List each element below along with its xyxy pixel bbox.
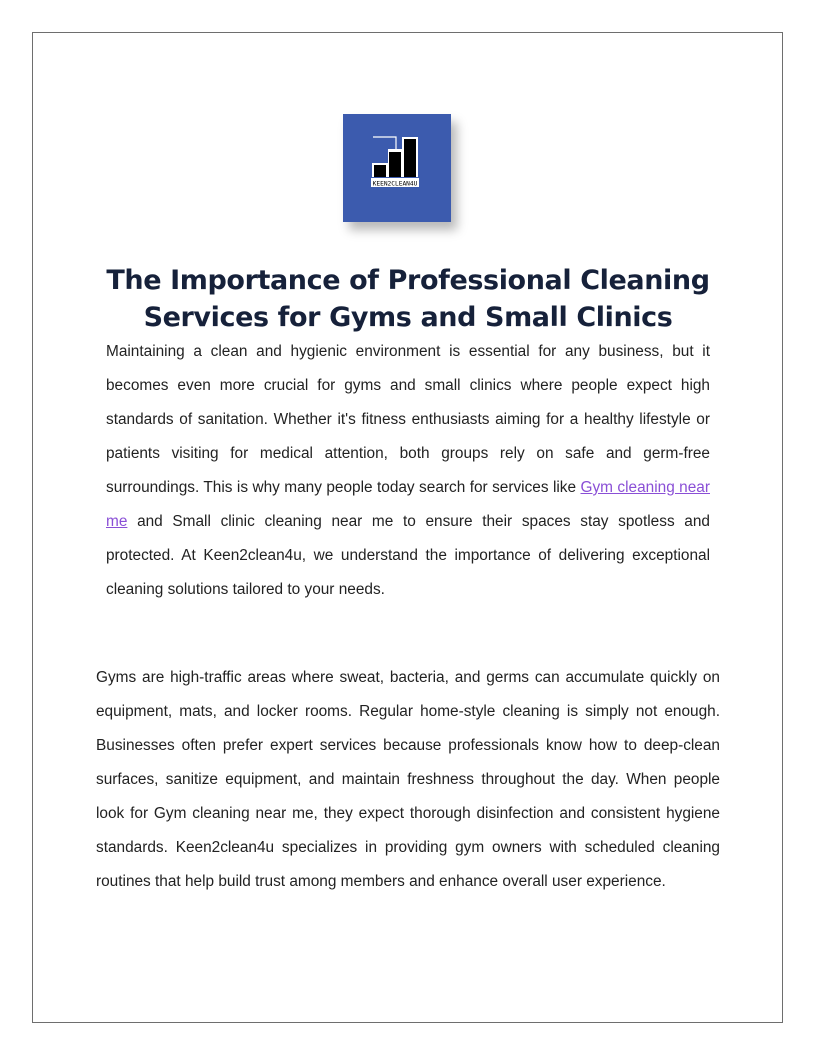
- logo-brand-text: KEEN2CLEAN4U: [372, 180, 418, 187]
- intro-text-end: and Small clinic cleaning near me to ensure their spaces stay spotless and protected. At Keen2clean4u, we understand the importance of delivering exceptional cleaning solutions tailored to your needs.: [106, 513, 710, 598]
- intro-paragraph: [106, 335, 710, 607]
- intro-text-start: Maintaining a clean and hygienic environment is essential for any business, but it becomes even more crucial for gyms and small clinics where people expect high standards of sanitation. Whether it's fitness enthusiasts aiming for a healthy lifestyle or patients visiting for medical attention, both groups rely on safe and germ-free surroundings. This is why many people today search for services like: [106, 343, 710, 496]
- bar-chart-logo-icon: [371, 135, 419, 187]
- company-logo: [343, 114, 451, 222]
- gym-cleaning-link[interactable]: Gym cleaning near me: [106, 479, 710, 530]
- gym-paragraph: Gyms are high-traffic areas where sweat, bacteria, and germs can accumulate quickly on equipment, mats, and locker rooms. Regular home-style cleaning is simply not enough. Businesses often prefer expert services because professionals know how to deep-clean surfaces, sanitize equipment, and maintain freshness throughout the day. When people look for Gym cleaning near me, they expect thorough disinfection and consistent hygiene standards. Keen2clean4u specializes in providing gym owners with scheduled cleaning routines that help build trust among members and enhance overall user experience.: [96, 669, 720, 890]
- article-title: The Importance of Professional Cleaning Services for Gyms and Small Clinics: [106, 265, 710, 333]
